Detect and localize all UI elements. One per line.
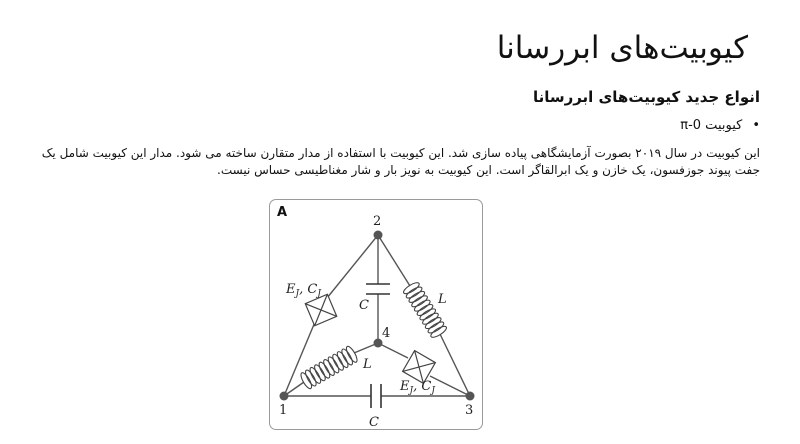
wire — [378, 235, 410, 286]
inductor-label-right: L — [438, 292, 447, 307]
capacitor-label-top: C — [359, 298, 369, 313]
inductor-right — [402, 281, 448, 340]
wire — [378, 343, 408, 358]
wire — [327, 235, 378, 298]
node-dot — [466, 392, 475, 401]
circuit-figure — [269, 199, 483, 430]
node-label-4: 4 — [382, 326, 391, 341]
page-title: کیوبیت‌های ابررسانا — [496, 30, 748, 66]
node-label-1: 1 — [279, 403, 288, 418]
wire — [430, 376, 470, 396]
capacitor-label-bottom: C — [369, 415, 379, 430]
inductor-label-left: L — [363, 357, 372, 372]
junction-label-right: $E_J$, $C_J$ — [400, 379, 435, 396]
description-paragraph: این کیوبیت در سال ۲۰۱۹ بصورت آزمایشگاهی پیاده سازی شد. این کیوبیت با استفاده از مدار متقارن ساخته می شود. مدار این کیوبیت شامل یک جفت پیوند جوزفسون، یک خازن و یک ابرالقاگر است. این کیوبیت به نویز بار و شار مغناطیسی حساس نیست. — [41, 146, 760, 177]
bullet-icon: • — [752, 118, 760, 133]
josephson-junction-left — [305, 294, 336, 325]
wire — [440, 334, 470, 396]
node-label-2: 2 — [373, 214, 382, 229]
section-subtitle: انواع جدید کیوبیت‌های ابررسانا — [532, 88, 760, 106]
circuit-diagram — [270, 200, 484, 431]
node-dot — [374, 231, 383, 240]
junction-label-left: $E_J$, $C_J$ — [286, 282, 321, 299]
node-dot — [280, 392, 289, 401]
inductor-left — [299, 345, 359, 390]
bullet-label: کیوبیت 0-π — [680, 118, 743, 133]
panel-label: A — [277, 205, 288, 220]
node-label-3: 3 — [465, 403, 474, 418]
bullet-item — [680, 118, 760, 133]
